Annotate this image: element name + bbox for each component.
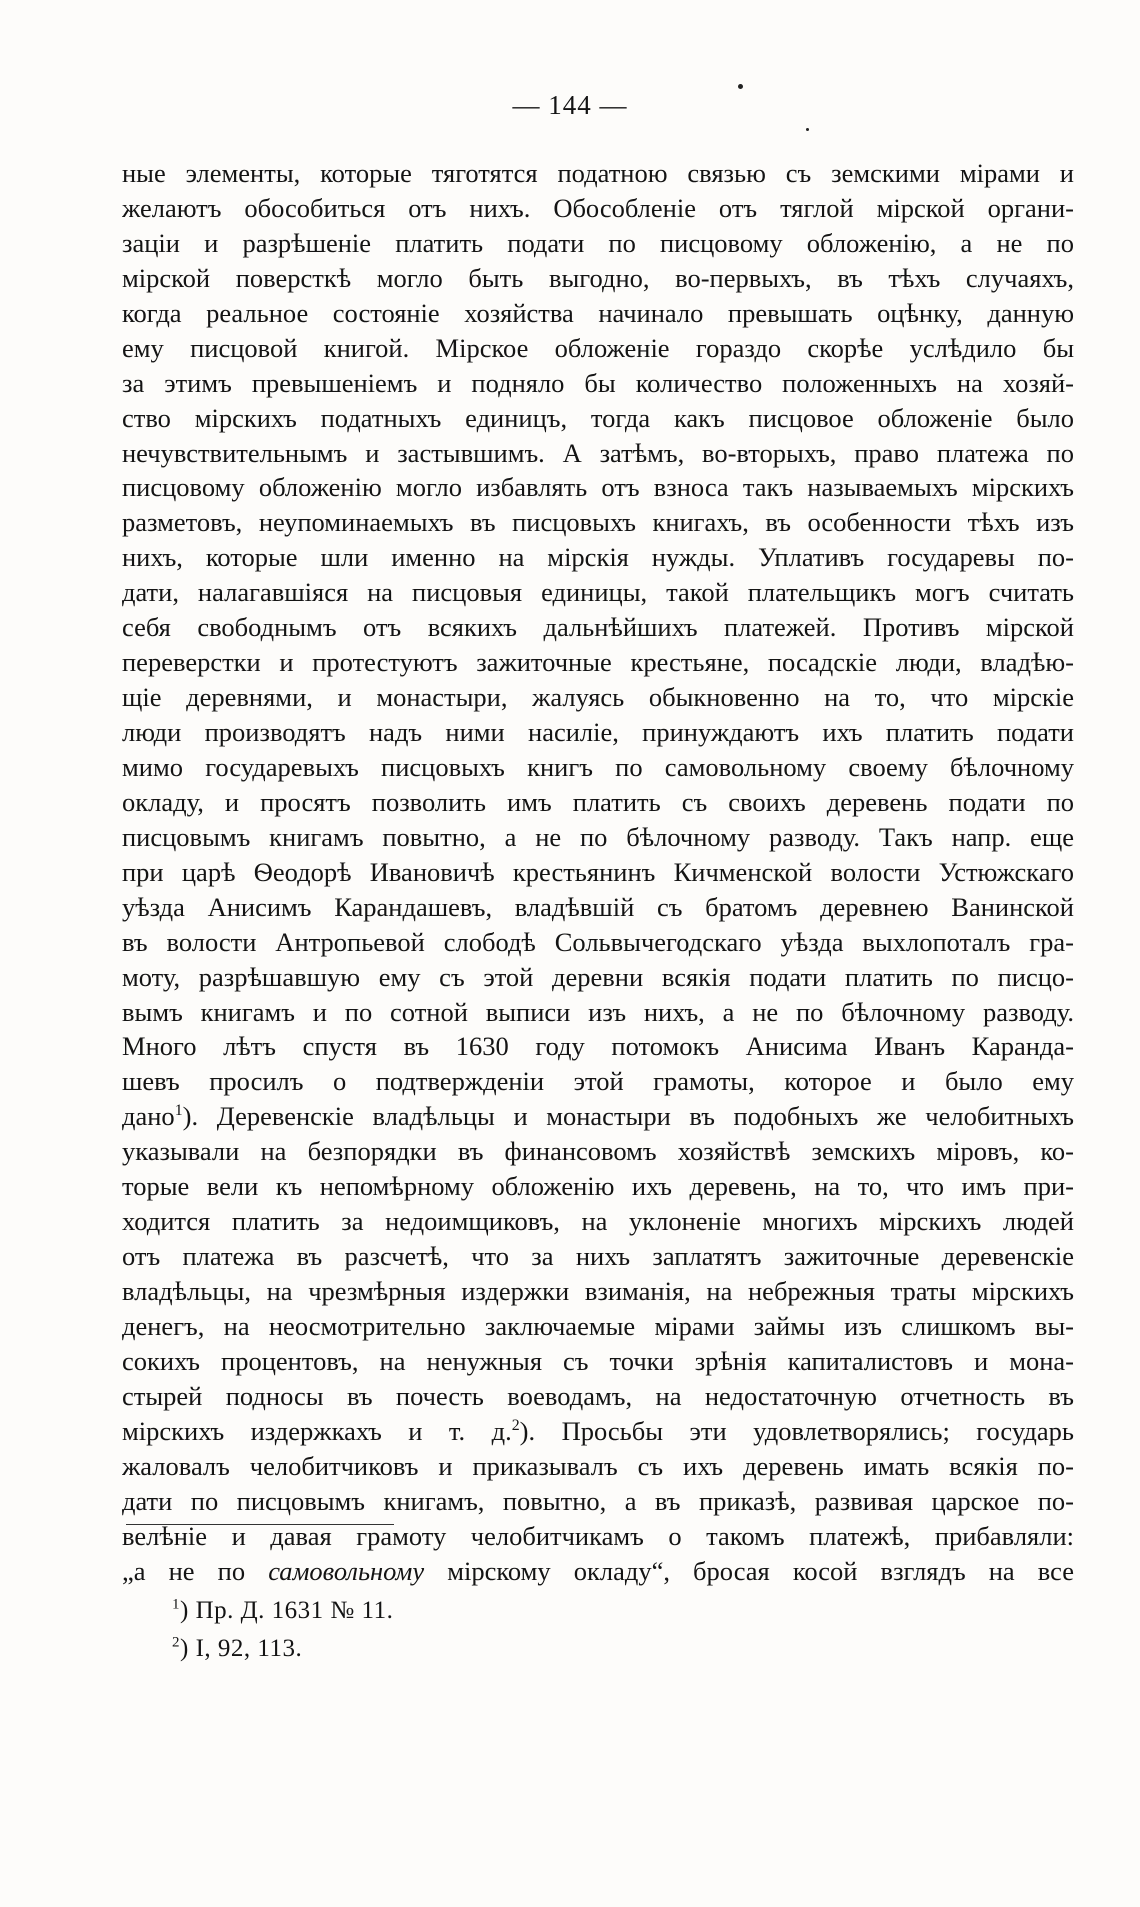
- text-line: себя свободнымъ отъ всякихъ дальнѣйшихъ платежей. Противъ мірской: [122, 612, 1074, 643]
- text-line: нечувствительнымъ и застывшимъ. А затѣмъ, во-вторыхъ, право платежа по: [122, 437, 1074, 468]
- footnote: [172, 1630, 872, 1668]
- text-line: писцовому обложенію могло избавлять отъ взноса такъ называемыхъ мірскихъ: [122, 472, 1074, 503]
- text-line: стырей подносы въ почесть воеводамъ, на недостаточную отчетность въ: [122, 1380, 1074, 1411]
- text-line: мимо государевыхъ писцовыхъ книгъ по самовольному своему бѣлочному: [122, 751, 1074, 782]
- text-line: разметовъ, неупоминаемыхъ въ писцовыхъ книгахъ, въ особенности тѣхъ изъ: [122, 507, 1074, 538]
- text-line: когда реальное состояніе хозяйства начинало превышать оцѣнку, данную: [122, 297, 1074, 328]
- footnote-mark: 2: [172, 1634, 180, 1651]
- text-line: мірской поверсткѣ могло быть выгодно, во-первыхъ, въ тѣхъ случаяхъ,: [122, 262, 1074, 293]
- text-line: вымъ книгамъ и по сотной выписи изъ нихъ, а не по бѣлочному разводу.: [122, 996, 1074, 1027]
- italic-emphasis: самовольному: [268, 1555, 425, 1586]
- page-number: — 144 —: [512, 90, 628, 120]
- text-segment: ). Деревенскіе владѣльцы и монастыри въ подобныхъ же челобитныхъ: [182, 1101, 1074, 1132]
- text-line: люди производятъ надъ ними насиліе, принуждаютъ ихъ платить подати: [122, 717, 1074, 747]
- text-segment: „а не по: [122, 1555, 246, 1586]
- text-line: владѣльцы, на чрезмѣрныя издержки взиманія, на небрежныя траты мірскихъ: [122, 1276, 1074, 1306]
- footnote-reference: 2: [511, 1416, 520, 1434]
- text-line: ство мірскихъ податныхъ единицъ, тогда какъ писцовое обложеніе было: [122, 402, 1074, 433]
- footnote-rule: [126, 1524, 394, 1525]
- text-line: торые вели къ непомѣрному обложенію ихъ деревень, на то, что имъ при-: [122, 1171, 1074, 1202]
- text-line: дати, налагавшіяся на писцовыя единицы, такой плательщикъ могъ считать: [122, 577, 1074, 608]
- text-line: денегъ, на неосмотрительно заключаемые мірами займы изъ слишкомъ вы-: [122, 1310, 1074, 1341]
- text-line: указывали на безпорядки въ финансовомъ хозяйствѣ земскихъ міровъ, ко-: [122, 1136, 1074, 1167]
- text-line: [122, 1554, 1074, 1589]
- footnotes: [172, 1592, 872, 1668]
- text-line: сокихъ процентовъ, на ненужныя съ точки зрѣнія капиталистовъ и мона-: [122, 1345, 1074, 1376]
- text-line: велѣніе и давая грамоту челобитчикамъ о такомъ платежѣ, прибавляли:: [122, 1520, 1074, 1551]
- footnote-mark: 1: [172, 1596, 180, 1613]
- text-line: шевъ просилъ о подтвержденіи этой грамоты, которое и было ему: [122, 1066, 1074, 1097]
- text-line: ные элементы, которые тяготятся податною связью съ земскими мірами и: [122, 158, 1074, 188]
- text-line: моту, разрѣшавшую ему съ этой деревни всякія подати платить по писцо-: [122, 961, 1074, 992]
- footnote: [172, 1592, 872, 1630]
- text-segment: мірскому окладу“, бросая косой взглядъ на все: [447, 1555, 1074, 1586]
- text-line: дати по писцовымъ книгамъ, повытно, а въ приказѣ, развивая царское по-: [122, 1485, 1074, 1516]
- text-line: ему писцовой книгой. Мірское обложеніе гораздо скорѣе услѣдило бы: [122, 332, 1074, 363]
- text-line: нихъ, которые шли именно на мірскія нужды. Уплативъ государевы по-: [122, 542, 1074, 573]
- footnote-text: ) Пр. Д. 1631 № 11.: [180, 1597, 394, 1624]
- text-line: при царѣ Ѳеодорѣ Ивановичѣ крестьянинъ Кичменской волости Устюжскаго: [122, 856, 1074, 887]
- footnote-text: ) I, 92, 113.: [180, 1635, 303, 1662]
- text-segment: ). Просьбы эти удовлетворялись; государь: [519, 1415, 1074, 1446]
- text-segment: мірскихъ издержкахъ и т. д.: [122, 1415, 512, 1446]
- footnote-reference: 1: [174, 1102, 183, 1120]
- print-speck: [806, 128, 809, 131]
- body-text: [122, 156, 1074, 1588]
- text-line: щіе деревнями, и монастыри, жалуясь обыкновенно на то, что мірскіе: [122, 682, 1074, 713]
- text-line: уѣзда Анисимъ Карандашевъ, владѣвшій съ братомъ деревнею Ванинской: [122, 891, 1074, 922]
- text-line: переверстки и протестуютъ зажиточные крестьяне, посадскіе люди, владѣю-: [122, 647, 1074, 678]
- text-line: ходится платить за недоимщиковъ, на уклоненіе многихъ мірскихъ людей: [122, 1206, 1074, 1237]
- print-speck: [738, 84, 743, 89]
- text-segment: дано: [122, 1101, 175, 1132]
- text-line: Много лѣтъ спустя въ 1630 году потомокъ Анисима Иванъ Каранда-: [122, 1031, 1074, 1062]
- text-line: отъ платежа въ разсчетѣ, что за нихъ заплатятъ зажиточные деревенскіе: [122, 1241, 1074, 1272]
- text-line: жаловалъ челобитчиковъ и приказывалъ съ ихъ деревень имать всякія по-: [122, 1450, 1074, 1481]
- text-line: заціи и разрѣшеніе платить подати по писцовому обложенію, а не по: [122, 227, 1074, 258]
- text-line: [122, 1099, 1074, 1134]
- text-line: въ волости Антропьевой слободѣ Сольвычегодскаго уѣзда выхлопоталъ гра-: [122, 926, 1074, 957]
- text-line: окладу, и просятъ позволить имъ платить съ своихъ деревень подати по: [122, 786, 1074, 817]
- text-line: писцовымъ книгамъ повытно, а не по бѣлочному разводу. Такъ напр. еще: [122, 821, 1074, 852]
- text-line: за этимъ превышеніемъ и подняло бы количество положенныхъ на хозяй-: [122, 367, 1074, 398]
- text-line: желаютъ обособиться отъ нихъ. Обособленіе отъ тяглой мірской органи-: [122, 192, 1074, 223]
- text-line: [122, 1414, 1074, 1449]
